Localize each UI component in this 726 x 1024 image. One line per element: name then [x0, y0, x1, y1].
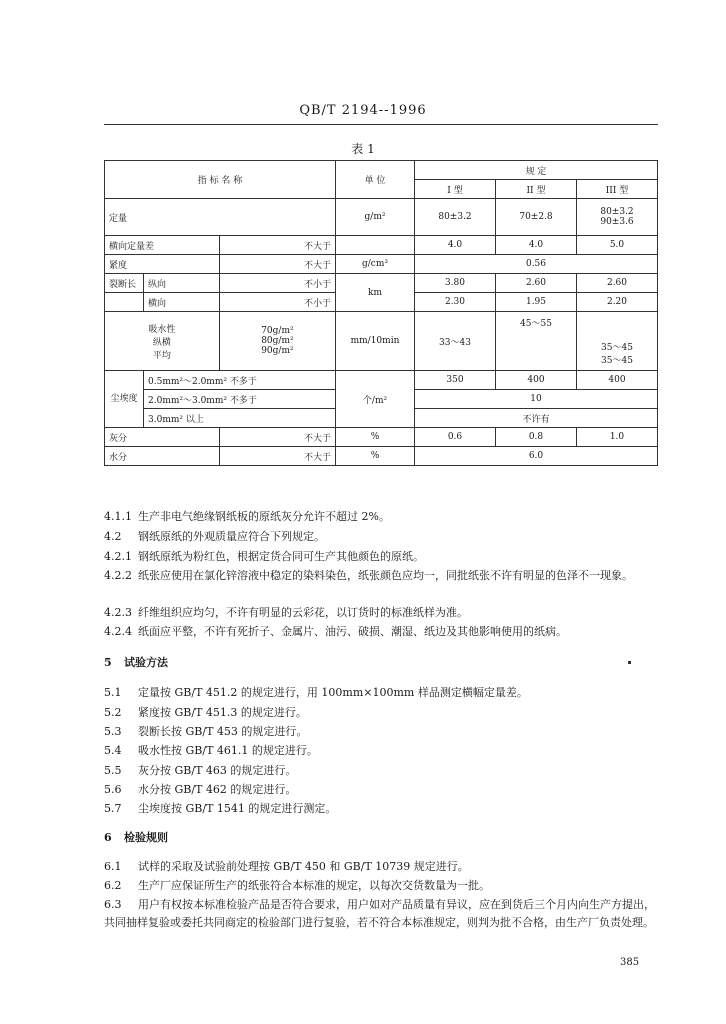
row-hengxiang-t2: 4.0 — [496, 236, 577, 255]
row-dingliang-unit: g/m² — [336, 199, 415, 236]
para-4-2-4 — [104, 623, 664, 641]
row-liedu-t1a: 3.80 — [415, 274, 496, 293]
row-shuifen-label: 水分 — [105, 447, 220, 466]
para-num: 5.4 — [104, 744, 122, 757]
row-liedu-cond1: 不小于 — [219, 274, 335, 293]
row-xishui-label — [105, 312, 220, 371]
para-text: 纤维组织应均匀，不许有明显的云彩花，以订货时的标准纸样为准。 — [138, 606, 468, 619]
row-chenai-l3: 3.0mm² 以上 — [144, 409, 336, 428]
para-num: 5.2 — [104, 706, 122, 719]
scan-dot — [628, 661, 631, 664]
row-xishui-grams — [219, 312, 335, 371]
para-4-2-1 — [104, 548, 664, 566]
para-num: 6.3 — [104, 898, 122, 911]
para-num: 4.1.1 — [104, 510, 132, 523]
para-num: 4.2.1 — [104, 550, 132, 563]
xishui-l2: 纵横 — [152, 337, 171, 348]
section-num: 6 — [104, 831, 112, 844]
para-5-3 — [104, 723, 664, 741]
para-4-1-1 — [104, 508, 664, 526]
row-liedu-t2b: 1.95 — [496, 293, 577, 312]
row-chenai-l1: 0.5mm²～2.0mm² 不多于 — [144, 371, 336, 390]
spec-table — [104, 160, 658, 466]
para-4-2-2 — [104, 567, 664, 585]
para-num: 5.7 — [104, 802, 122, 815]
row-chenai-unit: 个/m² — [336, 371, 415, 428]
type-1-header: I 型 — [415, 180, 496, 199]
row-hengxiang-t3: 5.0 — [577, 236, 658, 255]
row-chenai-t1: 350 — [415, 371, 496, 390]
row-shuifen-val: 6.0 — [415, 447, 658, 466]
para-num: 6.1 — [104, 860, 122, 873]
para-text: 尘埃度按 GB/T 1541 的规定进行测定。 — [138, 802, 337, 815]
row-huifen-t3: 1.0 — [577, 428, 658, 447]
row-jindu-unit: g/cm³ — [336, 255, 415, 274]
para-5-7 — [104, 800, 664, 818]
para-text: 生产非电气绝缘钢纸板的原纸灰分允许不超过 2%。 — [138, 510, 390, 523]
row-liedu-sub2: 横向 — [144, 293, 220, 312]
header-rule — [104, 124, 658, 125]
para-text: 钢纸原纸的外观质量应符合下列规定。 — [138, 530, 325, 543]
para-text: 生产厂应保证所生产的纸张符合本标准的规定，以每次交货数量为一批。 — [138, 879, 490, 892]
para-text: 灰分按 GB/T 463 的规定进行。 — [138, 764, 297, 777]
col-indicator-header: 指 标 名 称 — [105, 161, 336, 199]
para-5-1 — [104, 684, 664, 702]
row-hengxiang-label: 横向定量差 — [105, 236, 220, 255]
row-chenai-label: 尘埃度 — [105, 371, 144, 428]
row-liedu-t3b: 2.20 — [577, 293, 658, 312]
para-text: 试样的采取及试验前处理按 GB/T 450 和 GB/T 10739 规定进行。 — [138, 860, 469, 873]
xishui-g1: 70g/m² — [261, 326, 294, 336]
col-spec-header: 规 定 — [415, 161, 658, 180]
para-6-1 — [104, 858, 664, 876]
row-dingliang-t3 — [577, 199, 658, 236]
xishui-l3: 平均 — [152, 350, 171, 361]
standard-header: QB/T 2194--1996 — [299, 103, 427, 118]
section-6-title — [104, 829, 664, 847]
para-5-2 — [104, 704, 664, 722]
t3b: 90±3.6 — [600, 217, 634, 227]
para-5-6 — [104, 781, 664, 799]
row-liedu-label: 裂断长 — [105, 274, 144, 293]
row-dingliang-label: 定量 — [105, 199, 336, 236]
para-5-5 — [104, 762, 664, 780]
page-number: 385 — [620, 957, 640, 968]
row-xishui-t2: 45～55 — [496, 312, 577, 371]
row-jindu-cond: 不大于 — [219, 255, 335, 274]
xishui-t3b: 35～45 — [601, 356, 633, 366]
row-hengxiang-cond: 不大于 — [219, 236, 335, 255]
t3a: 80±3.2 — [600, 207, 634, 217]
xishui-g2: 80g/m² — [261, 336, 294, 346]
para-text: 钢纸原纸为粉红色，根据定货合同可生产其他颜色的原纸。 — [138, 550, 424, 563]
para-4-2-3 — [104, 604, 664, 622]
row-liedu-sub1: 纵向 — [144, 274, 220, 293]
para-text: 纸张应使用在氯化锌溶液中稳定的染料染色，纸张颜色应均一，同批纸张不许有明显的色泽不一现象。 — [138, 569, 633, 582]
type-2-header: II 型 — [496, 180, 577, 199]
row-liedu-empty — [105, 293, 144, 312]
row-chenai-l2: 2.0mm²～3.0mm² 不多于 — [144, 390, 336, 409]
row-chenai-t3: 400 — [577, 371, 658, 390]
para-6-3 — [104, 896, 664, 932]
row-dingliang-t1: 80±3.2 — [415, 199, 496, 236]
para-5-4 — [104, 742, 664, 760]
para-text: 水分按 GB/T 462 的规定进行。 — [138, 783, 297, 796]
row-shuifen-cond: 不大于 — [219, 447, 335, 466]
para-num: 5.1 — [104, 686, 122, 699]
para-num: 4.2.2 — [104, 569, 132, 582]
row-xishui-t1: 33～43 — [415, 312, 496, 371]
section-5-title — [104, 654, 664, 672]
row-xishui-t3 — [577, 312, 658, 371]
row-dingliang-t2: 70±2.8 — [496, 199, 577, 236]
para-text: 吸水性按 GB/T 461.1 的规定进行。 — [138, 744, 318, 757]
para-num: 4.2.4 — [104, 625, 132, 638]
row-jindu-label: 紧度 — [105, 255, 220, 274]
para-num: 6.2 — [104, 879, 122, 892]
para-4-2 — [104, 528, 664, 546]
xishui-t3a: 35～45 — [601, 343, 633, 353]
xishui-l1: 吸水性 — [148, 324, 176, 335]
para-text: 紧度按 GB/T 451.3 的规定进行。 — [138, 706, 307, 719]
row-huifen-unit: % — [336, 428, 415, 447]
para-text: 裂断长按 GB/T 453 的规定进行。 — [138, 725, 308, 738]
section-num: 5 — [104, 656, 112, 669]
row-jindu-val: 0.56 — [415, 255, 658, 274]
row-liedu-cond2: 不小于 — [219, 293, 335, 312]
col-unit-header: 单 位 — [336, 161, 415, 199]
para-text: 用户有权按本标准检验产品是否符合要求，用户如对产品质量有异议，应在到货后三个月内向生产方提出，共同抽样复验或委托共同商定的检验部门进行复验，若不符合本标准规定，则判为批不合格，由生产厂负责处理。 — [104, 898, 655, 929]
para-num: 4.2 — [104, 530, 122, 543]
row-huifen-label: 灰分 — [105, 428, 220, 447]
type-3-header: III 型 — [577, 180, 658, 199]
row-liedu-unit: km — [336, 274, 415, 312]
para-num: 4.2.3 — [104, 606, 132, 619]
row-liedu-t1b: 2.30 — [415, 293, 496, 312]
para-text: 纸面应平整，不许有死折子、金属片、油污、破损、潮湿、纸边及其他影响使用的纸病。 — [138, 625, 567, 638]
para-6-2 — [104, 877, 664, 895]
row-xishui-unit: mm/10min — [336, 312, 415, 371]
section-text: 试验方法 — [124, 656, 168, 669]
table-title: 表 1 — [351, 142, 375, 156]
row-liedu-t3a: 2.60 — [577, 274, 658, 293]
row-hengxiang-t1: 4.0 — [415, 236, 496, 255]
row-chenai-v2: 10 — [415, 390, 658, 409]
row-huifen-cond: 不大于 — [219, 428, 335, 447]
para-num: 5.6 — [104, 783, 122, 796]
section-text: 检验规则 — [124, 831, 168, 844]
para-num: 5.5 — [104, 764, 122, 777]
row-huifen-t1: 0.6 — [415, 428, 496, 447]
xishui-g3: 90g/m² — [261, 346, 294, 356]
row-hengxiang-unit — [336, 236, 415, 255]
row-chenai-v3: 不许有 — [415, 409, 658, 428]
row-shuifen-unit: % — [336, 447, 415, 466]
para-text: 定量按 GB/T 451.2 的规定进行，用 100mm×100mm 样品测定横幅定量差。 — [138, 686, 528, 699]
para-num: 5.3 — [104, 725, 122, 738]
row-liedu-t2a: 2.60 — [496, 274, 577, 293]
row-huifen-t2: 0.8 — [496, 428, 577, 447]
row-chenai-t2: 400 — [496, 371, 577, 390]
